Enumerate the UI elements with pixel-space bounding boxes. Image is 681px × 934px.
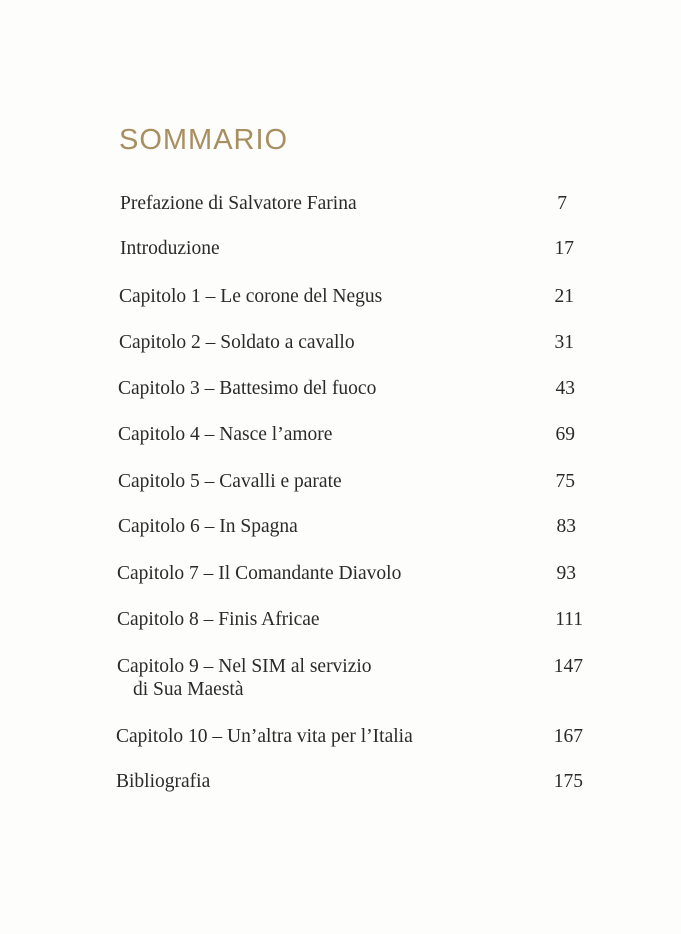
- toc-entry-label-continued: di Sua Maestà: [133, 679, 244, 700]
- toc-entry-page: 75: [555, 471, 575, 492]
- toc-entry-label: Capitolo 4 – Nasce l’amore: [118, 424, 333, 445]
- toc-entry-page: 111: [555, 609, 583, 630]
- toc-entry-page: 7: [557, 193, 567, 214]
- toc-entry-page: 31: [554, 332, 574, 353]
- toc-entry-label: Capitolo 1 – Le corone del Negus: [119, 286, 383, 307]
- toc-entry-label: Capitolo 7 – Il Comandante Diavolo: [117, 563, 402, 584]
- toc-entry-label: Capitolo 2 – Soldato a cavallo: [119, 332, 355, 353]
- toc-entry-label: Capitolo 3 – Battesimo del fuoco: [118, 378, 377, 399]
- toc-entry-label: Prefazione di Salvatore Farina: [120, 193, 357, 214]
- toc-entry-page: 167: [553, 726, 583, 747]
- page-title: SOMMARIO: [119, 124, 289, 156]
- toc-entry-label: Bibliografia: [116, 771, 211, 792]
- toc-entry-page: 69: [555, 424, 575, 445]
- toc-entry-label: Introduzione: [120, 238, 220, 259]
- toc-entry-page: 21: [554, 286, 574, 307]
- toc-entry-label: Capitolo 10 – Un’altra vita per l’Italia: [116, 726, 413, 747]
- toc-entry-label: Capitolo 8 – Finis Africae: [117, 609, 320, 630]
- toc-entry-page: 43: [555, 378, 575, 399]
- toc-entry-label: Capitolo 6 – In Spagna: [118, 516, 298, 537]
- toc-entry-label: Capitolo 9 – Nel SIM al servizio: [117, 656, 372, 677]
- toc-entry-label: Capitolo 5 – Cavalli e parate: [118, 471, 342, 492]
- toc-entry-page: 147: [553, 656, 583, 677]
- toc-entry-page: 93: [556, 563, 576, 584]
- toc-entry-page: 175: [553, 771, 583, 792]
- toc-entry-page: 17: [554, 238, 574, 259]
- toc-entry-page: 83: [556, 516, 576, 537]
